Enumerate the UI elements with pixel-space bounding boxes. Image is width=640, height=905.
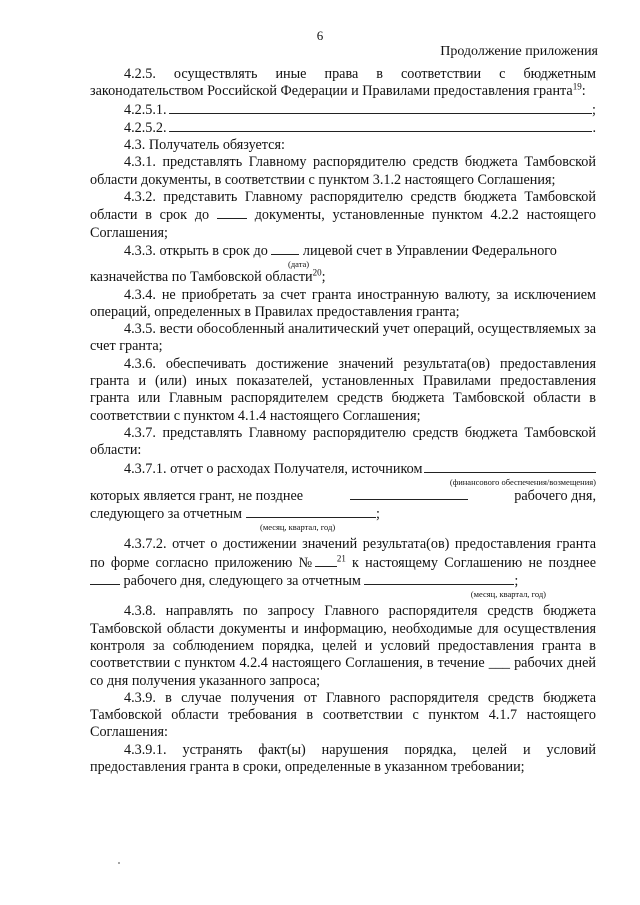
clause-4-3-7-1-line3: следующего за отчетным ; [90, 506, 380, 523]
clause-4-3-3: 4.3.3. открыть в срок до лицевой счет в Управлении Федерального [124, 242, 557, 259]
blank-days [350, 487, 468, 500]
clause-4-2-5-2: 4.2.5.2. . [124, 119, 596, 136]
clause-4-2-5: 4.2.5. осуществлять иные права в соответствии с бюджетным законодательством Российской Федерации и Правилами предоставления гранта$^{19}$: [90, 66, 596, 100]
document-body [90, 66, 596, 776]
clause-4-3-6: 4.3.6. обеспечивать достижение значений результата(ов) предоставления гранта и (или) иных показателей, установленных Правилами предоставления гранта или Главным распорядителем средств бюджета Тамбовской области в соответствии с пунктом 4.1.4 настоящего Соглашения; [90, 355, 596, 424]
clause-4-3: 4.3. Получатель обязуется: [124, 137, 285, 154]
blank-line [169, 119, 593, 132]
clause-4-3-5: 4.3.5. вести обособленный аналитический учет операций, осуществляемых за счет гранта; [90, 321, 596, 355]
blank-line [169, 101, 592, 114]
clause-4-3-7-1-line2: которых является грант, не позднее рабочего дня, [90, 487, 596, 504]
clause-4-3-8: 4.3.8. направлять по запросу Главного распорядителя средств бюджета Тамбовской области документы и информацию, необходимые для осуществления контроля за соблюдением порядка, целей и условий предоставления гранта в соответствии с пунктом 4.2.4 настоящего Соглашения, в течение ___ рабочих дней со дня получения указанного запроса; [90, 603, 596, 689]
clause-4-3-3-cont: казначейства по Тамбовской области$^{20}$; [90, 267, 326, 286]
clause-4-2-5-1: 4.2.5.1. ; [124, 101, 596, 118]
clause-4-3-9-1: 4.3.9.1. устранять факт(ы) нарушения порядка, целей и условий предоставления гранта в сроки, определенные в указанном требовании; [90, 741, 596, 775]
blank-days [90, 572, 120, 585]
caption-funding: (финансового обеспечения/возмещения) [449, 476, 596, 487]
clause-4-3-2: 4.3.2. представить Главному распорядителю средств бюджета Тамбовской области в срок до документы, установленные пунктом 4.2.2 настоящего Соглашения; [90, 189, 597, 241]
clause-4-3-7-1: 4.3.7.1. отчет о расходах Получателя, источником [90, 460, 596, 478]
page-header: Продолжение приложения [440, 44, 598, 59]
clause-4-3-7-2: 4.3.7.2. отчет о достижении значений результата(ов) предоставления гранта по форме согласно приложению № $^{21}$ к настоящему Соглашению не позднее рабочего дня, следующего за отчетным ; [90, 536, 596, 590]
footnote-ref-21: 21 [336, 552, 346, 563]
blank-date [217, 206, 247, 219]
blank-date [271, 242, 299, 255]
clause-4-3-1: 4.3.1. представлять Главному распорядителю средств бюджета Тамбовской области документы, в соответствии с пунктом 3.1.2 настоящего Соглашения; [90, 154, 596, 188]
clause-4-3-7: 4.3.7. представлять Главному распорядителю средств бюджета Тамбовской области: [90, 424, 596, 459]
blank-period [246, 505, 376, 518]
caption-date: (дата) [288, 259, 310, 270]
caption-period: (месяц, квартал, год) [470, 589, 546, 600]
clause-4-3-9: 4.3.9. в случае получения от Главного распорядителя средств бюджета Тамбовской области требования в соответствии с пунктом 4.1.7 настоящего Соглашения: [90, 689, 596, 741]
footnote-ref-20: 20 [312, 267, 322, 278]
caption-period: (месяц, квартал, год) [260, 522, 336, 533]
blank-line [424, 460, 596, 473]
footnote-ref-19: 19 [572, 81, 582, 92]
page-number: 6 [316, 28, 324, 43]
scan-speck [118, 862, 120, 864]
blank-number [315, 554, 337, 567]
blank-period [364, 572, 514, 585]
clause-4-3-4: 4.3.4. не приобретать за счет гранта иностранную валюту, за исключением операций, определенных в Правилах предоставления гранта; [90, 286, 596, 320]
